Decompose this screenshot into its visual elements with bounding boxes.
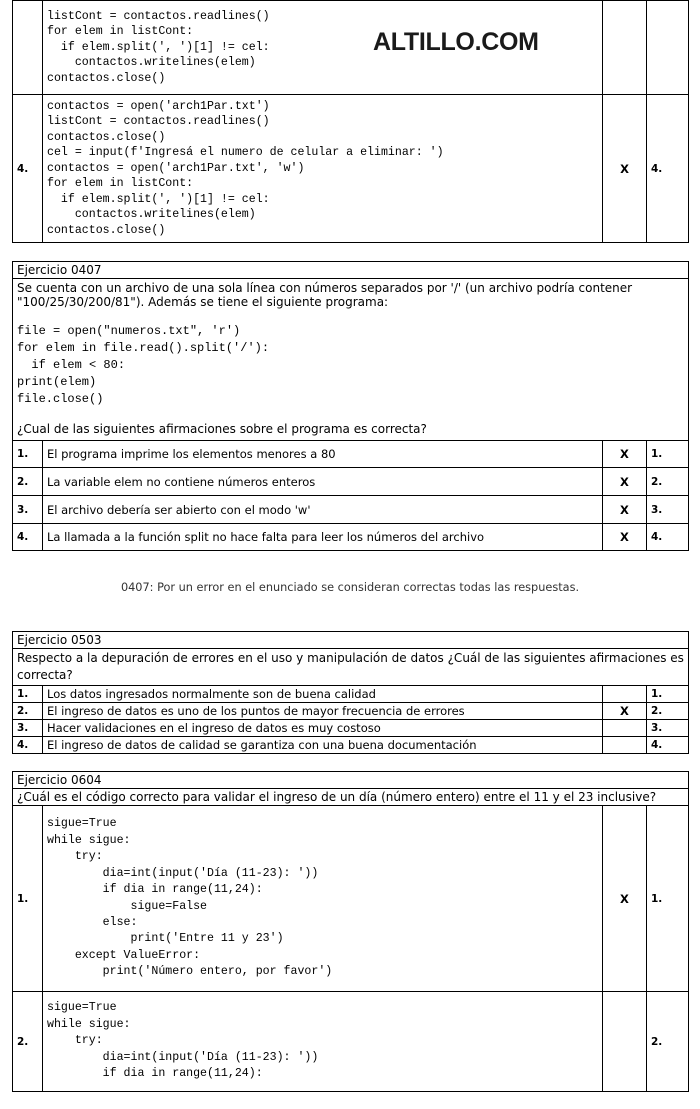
option-label: 2. [646, 703, 688, 720]
answer-mark: X [602, 468, 646, 496]
option-number: 2. [13, 703, 43, 720]
option-label: 4. [646, 737, 688, 754]
option-row [13, 686, 689, 703]
exercise-statement: Se cuenta con un archivo de una sola línea con números separados por '/' (un archivo podría contener "100/25/30/200/81"). Además se tiene el siguiente programa: [17, 281, 633, 309]
exercise-0604 [12, 771, 689, 1092]
exercise-question: ¿Cual de las siguientes afirmaciones sobre el programa es correcta? [17, 422, 427, 436]
option-row [13, 806, 689, 992]
answer-mark: X [602, 703, 646, 720]
option-number: 1. [13, 441, 43, 468]
option-text: Los datos ingresados normalmente son de buena calidad [43, 686, 603, 703]
answer-mark: X [602, 806, 646, 992]
option-label: 4. [646, 524, 688, 551]
option-number: 4. [13, 737, 43, 754]
exercise-title: Ejercicio 0407 [13, 262, 689, 279]
option-row [13, 720, 689, 737]
answer-mark [602, 737, 646, 754]
answer-mark: X [603, 95, 647, 243]
exercise-code: file = open("numeros.txt", 'r') for elem in file.read().split('/'): if elem < 80: print(elem) file.close() [17, 324, 270, 406]
option-number: 3. [13, 496, 43, 524]
option-code-cell [43, 95, 603, 243]
option-label: 1. [646, 686, 688, 703]
exercise-statement-cell [13, 279, 689, 441]
option-row [13, 441, 689, 468]
option-number: 1. [13, 686, 43, 703]
option-number: 4. [13, 95, 43, 243]
option-row [13, 468, 689, 496]
option-label: 1. [646, 806, 688, 992]
answer-mark: X [602, 496, 646, 524]
option-label [647, 1, 689, 95]
exercise-question: Respecto a la depuración de errores en el uso y manipulación de datos ¿Cuál de las siguientes afirmaciones es correcta? [13, 649, 689, 686]
top-option-row [13, 95, 689, 243]
option-label: 1. [646, 441, 688, 468]
option-row [13, 496, 689, 524]
option-row [13, 703, 689, 720]
option-number: 1. [13, 806, 43, 992]
option-number [13, 1, 43, 95]
code-snippet: contactos = open('arch1Par.txt') listCont = contactos.readlines() contactos.close() cel = input(f'Ingresá el numero de celular a eliminar: ') contactos = open('arch1Par.txt', 'w') for elem in listCont: if elem.split(', ')[1] != cel: contactos.writelines(elem) contactos.close() [47, 99, 444, 237]
option-number: 4. [13, 524, 43, 551]
option-code-cell [43, 992, 603, 1092]
option-code-cell [43, 806, 603, 992]
top-option-row [13, 1, 689, 95]
option-text: El ingreso de datos de calidad se garantiza con una buena documentación [43, 737, 603, 754]
answer-mark: X [602, 441, 646, 468]
answer-mark [603, 1, 647, 95]
option-label: 3. [646, 496, 688, 524]
exercise-0503 [12, 631, 689, 754]
exercise-title: Ejercicio 0604 [13, 772, 689, 789]
option-number: 2. [13, 468, 43, 496]
exercise-title: Ejercicio 0503 [13, 632, 689, 649]
answer-mark: X [602, 524, 646, 551]
answer-mark [602, 720, 646, 737]
option-text: El archivo debería ser abierto con el modo 'w' [43, 496, 603, 524]
option-text: Hacer validaciones en el ingreso de datos es muy costoso [43, 720, 603, 737]
option-label: 4. [647, 95, 689, 243]
option-number: 3. [13, 720, 43, 737]
option-label: 3. [646, 720, 688, 737]
exercise-0407 [12, 261, 689, 551]
option-text: La variable elem no contiene números enteros [43, 468, 603, 496]
option-text: El programa imprime los elementos menores a 80 [43, 441, 603, 468]
option-label: 2. [646, 468, 688, 496]
exercise-question: ¿Cuál es el código correcto para validar el ingreso de un día (número entero) entre el 11 y el 23 inclusive? [13, 789, 689, 806]
option-row [13, 524, 689, 551]
option-number: 2. [13, 992, 43, 1092]
code-snippet: sigue=True while sigue: try: dia=int(input('Día (11-23): ')) if dia in range(11,24): sigue=False else: print('Entre 11 y 23') except ValueError: print('Número entero, por favor') [47, 817, 333, 979]
option-text: La llamada a la función split no hace falta para leer los números del archivo [43, 524, 603, 551]
answer-mark [602, 686, 646, 703]
code-snippet: listCont = contactos.readlines() for elem in listCont: if elem.split(', ')[1] != cel: contactos.writelines(elem) contactos.close() [47, 9, 270, 85]
answer-mark [602, 992, 646, 1092]
altillo-watermark: ALTILLO.COM [373, 28, 539, 56]
option-row [13, 992, 689, 1092]
correction-note: 0407: Por un error en el enunciado se consideran correctas todas las respuestas. [120, 581, 580, 594]
option-text: El ingreso de datos es uno de los puntos de mayor frecuencia de errores [43, 703, 603, 720]
code-snippet: sigue=True while sigue: try: dia=int(input('Día (11-23): ')) if dia in range(11,24): [47, 1001, 319, 1081]
option-row [13, 737, 689, 754]
option-label: 2. [646, 992, 688, 1092]
top-options-table [12, 0, 689, 243]
